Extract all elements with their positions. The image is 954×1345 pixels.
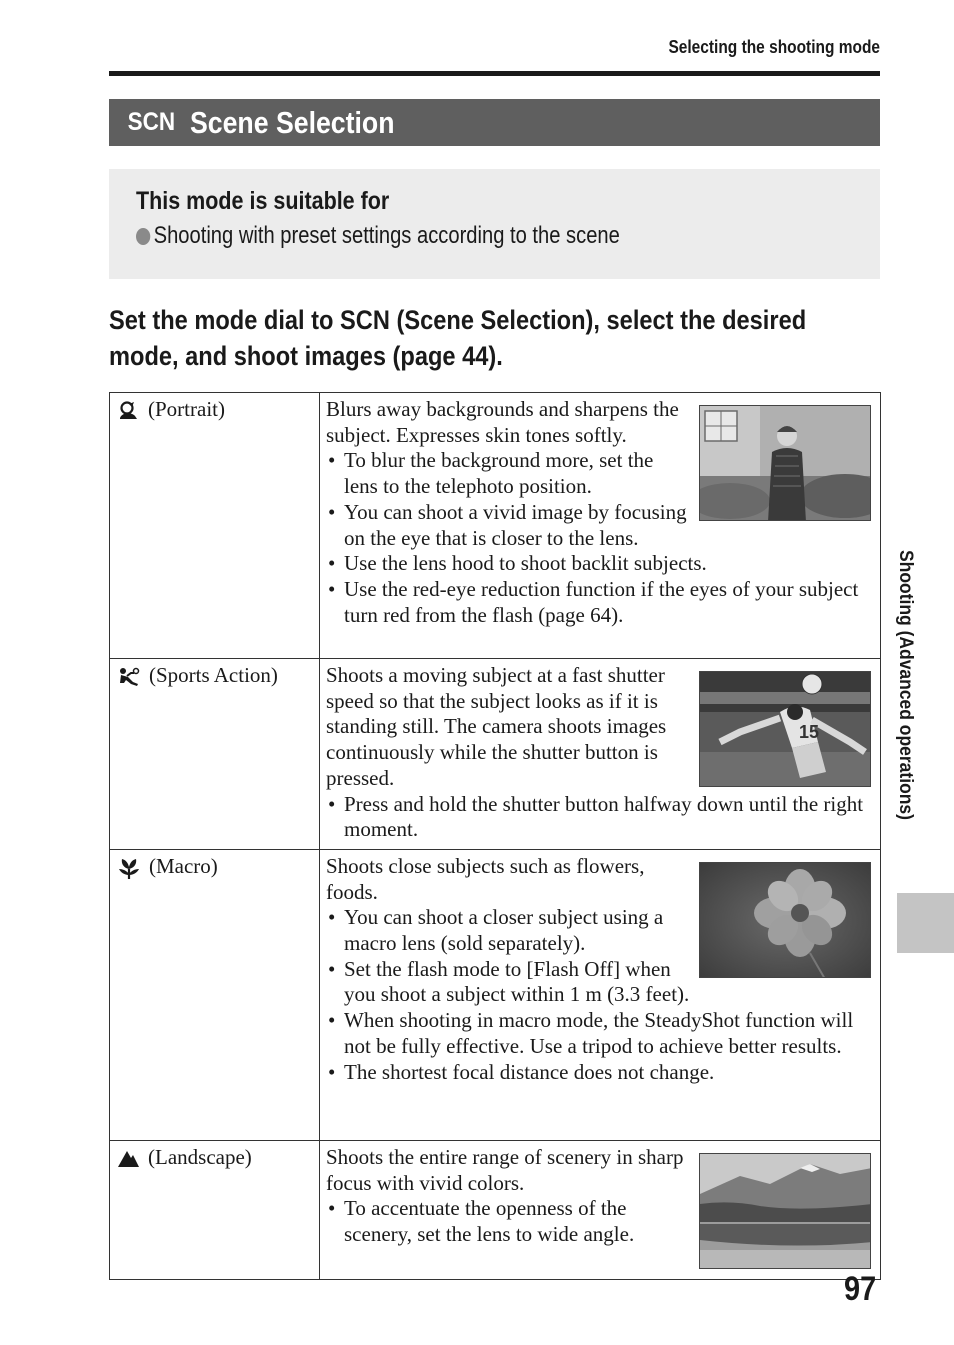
mode-intro: Shoots close subjects such as flowers, foods.: [326, 853, 645, 904]
top-rule: [109, 71, 880, 76]
instruction-heading: [109, 302, 809, 374]
mode-name-label: (Portrait): [148, 397, 225, 421]
table-row: [110, 659, 881, 850]
suitable-heading: This mode is suitable for: [136, 187, 390, 215]
side-thumb-tab: [897, 893, 954, 953]
suitable-item: [136, 222, 761, 250]
mode-name-cell: [110, 659, 320, 850]
suitable-item-text: Shooting with preset settings according to the scene: [153, 222, 620, 249]
scn-mode-symbol: SCN: [127, 108, 176, 136]
side-section-label-text: Shooting (Advanced operations): [895, 550, 916, 820]
list-item: • Use the red-eye reduction function if the eyes of your subject turn red from the flash (page 64).: [326, 577, 874, 628]
scene-modes-table: [109, 392, 881, 1280]
bullet-list: [326, 905, 874, 1085]
table-row: [110, 393, 881, 659]
section-title: Scene Selection: [189, 104, 395, 140]
instruction-text-2: (Scene Selection), select the desired mode, and shoot images (page 44).: [109, 305, 807, 371]
mode-description-cell: [320, 393, 881, 659]
bullet-dot-icon: [136, 228, 150, 245]
mode-name-cell: [110, 849, 320, 1140]
mode-name-cell: [110, 1140, 320, 1279]
mode-name-label: (Sports Action): [149, 663, 278, 687]
list-item: • Press and hold the shutter button halfway down until the right moment.: [326, 792, 874, 843]
list-item: • When shooting in macro mode, the SteadyShot function will not be fully effective. Use a tripod to achieve better results.: [326, 1008, 874, 1059]
side-section-label: [894, 550, 924, 870]
bullet-list: [326, 792, 874, 843]
mode-name-label: (Landscape): [148, 1144, 252, 1169]
bullet-list: [326, 1196, 874, 1247]
list-item: • To blur the background more, set the lens to the telephoto position.: [326, 448, 874, 499]
mode-intro: Shoots the entire range of scenery in sharp focus with vivid colors.: [326, 1144, 684, 1195]
suitable-for-box: [109, 169, 880, 279]
mode-intro: Shoots a moving subject at a fast shutter speed so that the subject looks as if it is standing still. The camera shoots images continuously while the shutter button is pressed.: [326, 663, 667, 790]
macro-icon: [118, 858, 140, 880]
table-row: [110, 1140, 881, 1279]
scn-inline-symbol: SCN: [340, 305, 390, 335]
instruction-text-1: Set the mode dial to: [109, 305, 341, 335]
mode-name-label: (Macro): [149, 853, 218, 878]
running-head: Selecting the shooting mode: [668, 37, 880, 57]
mode-description-cell: [320, 659, 881, 850]
mode-description-cell: [320, 849, 881, 1140]
table-row: [110, 849, 881, 1140]
mode-description-cell: [320, 1140, 881, 1279]
list-item: • To accentuate the openness of the scenery, set the lens to wide angle.: [326, 1196, 874, 1247]
section-title-bar: [109, 99, 880, 146]
landscape-icon: [118, 1149, 139, 1167]
portrait-icon: [118, 401, 139, 420]
mode-name-cell: [110, 393, 320, 659]
svg-text:15: 15: [799, 722, 820, 742]
sports-action-photo: [699, 671, 871, 787]
list-item: • You can shoot a closer subject using a macro lens (sold separately).: [326, 905, 874, 956]
list-item: • The shortest focal distance does not change.: [326, 1060, 874, 1086]
bullet-list: [326, 448, 874, 628]
list-item: • Set the flash mode to [Flash Off] when you shoot a subject within 1 m (3.3 feet).: [326, 957, 874, 1008]
page-number: 97: [844, 1270, 877, 1308]
mode-intro: Blurs away backgrounds and sharpens the subject. Expresses skin tones softly.: [326, 397, 679, 447]
sports-action-icon: [118, 667, 140, 686]
list-item: • Use the lens hood to shoot backlit subjects.: [326, 551, 874, 577]
list-item: • You can shoot a vivid image by focusing on the eye that is closer to the lens.: [326, 500, 874, 551]
